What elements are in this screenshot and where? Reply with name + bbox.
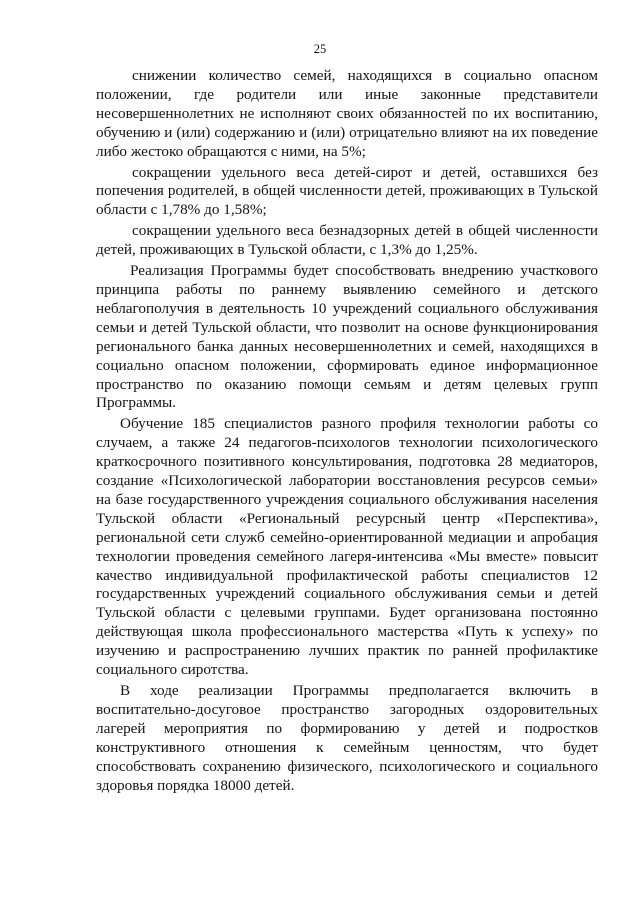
paragraph-program-implementation: Реализация Программы будет способствовать внедрению участкового принципа работы по раннему выявлению семейного и детского неблагополучия в деятельность 10 учреждений социального обслуживания семьи и детей Тульской области, что позволит на основе функционирования регионального банка данных несовершеннолетних и семей, находящихся в социально опасном положении, сформировать единое информационное пространство по оказанию помощи семьям и детям целевых групп Программы. [96, 262, 598, 412]
paragraph-orphans-share: сокращении удельного веса детей-сирот и детей, оставшихся без попечения родителей, в общей численности детей, проживающих в Тульской области с 1,78% до 1,58%; [96, 163, 598, 219]
paragraph-summer-camps: В ходе реализации Программы предполагается включить в воспитательно-досуговое пространство загородных оздоровительных лагерей мероприятия по формированию у детей и подростков конструктивного отношения к семейным ценностям, что будет способствовать сохранению физического, психологического и социального здоровья порядка 18000 детей. [96, 682, 598, 794]
document-body [96, 67, 598, 795]
paragraph-families-at-risk: снижении количество семей, находящихся в социально опасном положении, где родители или иные законные представители несовершеннолетних не исполняют своих обязанностей по их воспитанию, обучению и (или) содержанию и (или) отрицательно влияют на их поведение либо жестоко обращаются с ними, на 5%; [96, 67, 598, 160]
paragraph-neglected-children-share: сокращении удельного веса безнадзорных детей в общей численности детей, проживающих в Тульской области, с 1,3% до 1,25%. [96, 222, 598, 259]
paragraph-specialist-training: Обучение 185 специалистов разного профиля технологии работы со случаем, а также 24 педагогов-психологов технологии психологического краткосрочного позитивного консультирования, подготовка 28 медиаторов, создание «Психологической лаборатории восстановления ресурсов семьи» на базе государственного учреждения социального обслуживания населения Тульской области «Региональный ресурсный центр «Перспектива», региональной сети служб семейно-ориентированной медиации и апробация технологии проведения семейного лагеря-интенсива «Мы вместе» повысит качество индивидуальной профилактической работы специалистов 12 государственных учреждений социального обслуживания семьи и детей Тульской области с целевыми группами. Будет организована постоянно действующая школа профессионального мастерства «Путь к успеху» по изучению и распространению лучших практик по ранней профилактике социального сиротства. [96, 415, 598, 679]
page-number: 25 [313, 42, 327, 56]
